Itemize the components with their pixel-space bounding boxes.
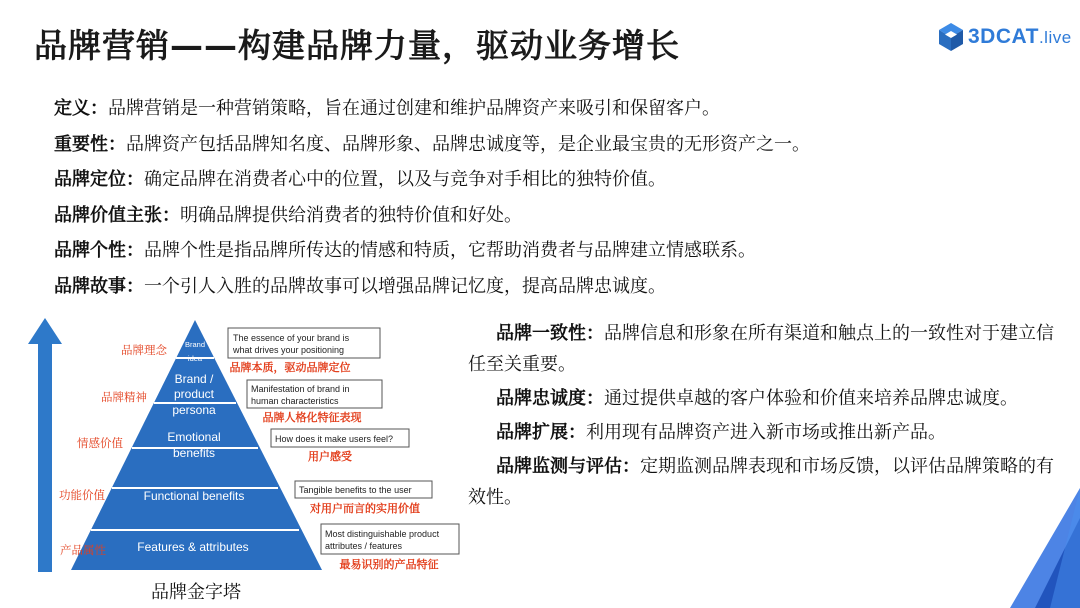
bullet-personality	[54, 236, 810, 272]
cn-note-functional: 对用户而言的实用价值	[310, 503, 420, 515]
para-term: 品牌一致性：	[496, 323, 604, 344]
cn-note-brand-idea: 品牌本质，驱动品牌定位	[229, 362, 351, 374]
bullet-term: 品牌价值主张：	[54, 204, 180, 226]
bullet-term: 品牌个性：	[54, 240, 144, 261]
para-term: 品牌监测与评估：	[496, 456, 640, 477]
box-text-persona: Manifestation of brand in human characteristics	[251, 384, 350, 406]
brand-logo	[938, 22, 1072, 52]
bullet-text: 品牌资产包括品牌知名度、品牌形象、品牌忠诚度等，是企业最宝贵的无形资产之一。	[126, 133, 810, 155]
bullet-term: 品牌故事：	[54, 275, 144, 297]
bullet-positioning	[54, 165, 810, 201]
tier-text-functional: Functional benefits	[143, 489, 245, 503]
bullet-text: 一个引人入胜的品牌故事可以增强品牌记忆度，提高品牌忠诚度。	[144, 275, 666, 297]
brand-pyramid-diagram	[0, 308, 470, 608]
para-text: 通过提供卓越的客户体验和价值来培养品牌忠诚度。	[604, 388, 1018, 409]
bullet-text: 明确品牌提供给消费者的独特价值和好处。	[180, 204, 522, 226]
para-text: 利用现有品牌资产进入新市场或推出新产品。	[586, 422, 946, 443]
box-text-functional: Tangible benefits to the user	[299, 485, 412, 495]
corner-decoration	[990, 488, 1080, 608]
para-consistency	[468, 318, 1058, 380]
bullet-text: 确定品牌在消费者心中的位置，以及与竞争对手相比的独特价值。	[144, 169, 666, 190]
left-label-functional: 功能价值	[59, 490, 105, 502]
cn-note-persona: 品牌人格化特征表现	[262, 412, 362, 424]
page-title: 品牌营销——构建品牌力量，驱动业务增长	[34, 26, 680, 65]
bullet-term: 定义：	[54, 98, 108, 119]
para-extension	[468, 417, 1058, 448]
logo-suffix: .live	[1038, 28, 1072, 47]
bullet-story	[54, 272, 810, 308]
para-monitoring	[468, 451, 1058, 513]
cn-note-features: 最易识别的产品特征	[339, 559, 439, 571]
box-text-brand-idea: The essence of your brand is what drives your positioning	[233, 333, 350, 355]
tier-text-features: Features & attributes	[137, 540, 249, 554]
para-term: 品牌扩展：	[496, 422, 586, 443]
para-text: 定期监测品牌表现和市场反馈，以评估品牌策略的有效性。	[468, 456, 1054, 508]
cn-note-emotional: 用户感受	[308, 451, 352, 463]
bullet-text: 品牌营销是一种营销策略，旨在通过创建和维护品牌资产来吸引和保留客户。	[108, 98, 720, 119]
right-column	[468, 318, 1058, 513]
bullet-value-proposition	[54, 201, 810, 237]
up-arrow-icon	[28, 318, 62, 572]
bullet-text: 品牌个性是指品牌所传达的情感和特质，它帮助消费者与品牌建立情感联系。	[144, 240, 756, 261]
left-label-emotional: 情感价值	[77, 438, 123, 450]
left-label-persona: 品牌精神	[101, 392, 147, 404]
bullet-importance	[54, 130, 810, 166]
box-text-features: Most distinguishable product attributes / features	[325, 529, 440, 551]
tier-text-persona: Brand / product persona	[172, 372, 216, 417]
bullet-term: 重要性：	[54, 133, 126, 155]
para-term: 品牌忠诚度：	[496, 388, 604, 409]
tier-text-brand-idea: Brand idea	[184, 340, 206, 363]
logo-name: 3DCAT	[968, 25, 1039, 48]
para-loyalty	[468, 383, 1058, 414]
cube-logo-icon	[938, 22, 964, 52]
para-text: 品牌信息和形象在所有渠道和触点上的一致性对于建立信任至关重要。	[468, 323, 1054, 375]
left-label-features: 产品属性	[60, 545, 106, 557]
bullet-definition	[54, 94, 810, 130]
bullet-term: 品牌定位：	[54, 169, 144, 190]
box-text-emotional: How does it make users feel?	[275, 434, 394, 444]
left-label-brand-idea: 品牌理念	[121, 345, 167, 357]
tier-text-emotional: Emotional benefits	[167, 430, 221, 460]
definition-list	[54, 94, 810, 307]
pyramid-caption: 品牌金字塔	[151, 582, 241, 602]
